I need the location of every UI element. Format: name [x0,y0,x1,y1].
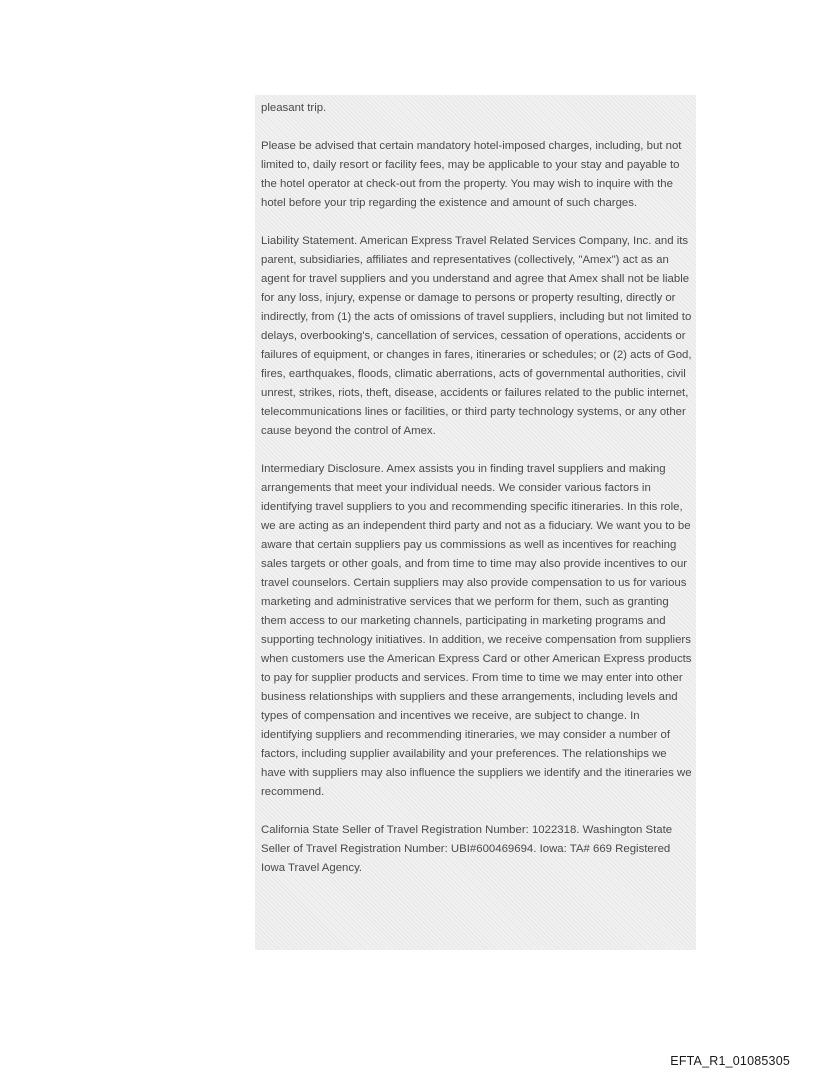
paragraph-intermediary-disclosure: Intermediary Disclosure. Amex assists you in finding travel suppliers and making arrangements that meet your individual needs. We consider various factors in identifying travel suppliers to you and recommending specific itineraries. In this role, we are acting as an independent third party and not as a fiduciary. We want you to be aware that certain suppliers pay us commissions as well as incentives for reaching sales targets or other goals, and from time to time may also provide incentives to our travel counselors. Certain suppliers may also provide compensation to us for various marketing and administrative services that we perform for them, such as granting them access to our marketing channels, participating in marketing programs and supporting technology initiatives. In addition, we receive compensation from suppliers when customers use the American Express Card or other American Express products to pay for supplier products and services. From time to time we may enter into other business relationships with suppliers and these arrangements, including levels and types of compensation and incentives we receive, are subject to change. In identifying suppliers and recommending itineraries, we may consider a number of factors, including supplier availability and your preferences. The relationships we have with suppliers may also influence the suppliers we identify and the itineraries we recommend. [261,463,692,798]
bates-number: EFTA_R1_01085305 [670,1054,790,1068]
paragraph-liability-statement: Liability Statement. American Express Travel Related Services Company, Inc. and its parent, subsidiaries, affiliates and representatives (collectively, "Amex") act as an agent for travel suppliers and you understand and agree that Amex shall not be liable for any loss, injury, expense or damage to persons or property resulting, directly or indirectly, from (1) the acts of omissions of travel suppliers, including but not limited to delays, overbooking's, cancellation of services, cessation of operations, accidents or failures of equipment, or changes in fares, itineraries or schedules; or (2) acts of God, fires, earthquakes, floods, climatic aberrations, acts of governmental authorities, civil unrest, strikes, riots, theft, disease, accidents or failures related to the public internet, telecommunications lines or facilities, or third party technology systems, or any other cause beyond the control of Amex. [261,235,692,437]
paragraph-hotel-charges: Please be advised that certain mandatory hotel-imposed charges, including, but not limited to, daily resort or facility fees, may be applicable to your stay and payable to the hotel operator at check-out from the property. You may wish to inquire with the hotel before your trip regarding the existence and amount of such charges. [261,140,682,209]
document-text-block [255,95,696,950]
paragraph-pleasant-trip: pleasant trip. [261,102,327,114]
paragraph-registration-numbers: California State Seller of Travel Registration Number: 1022318. Washington State Seller of Travel Registration Number: UBI#600469694. Iowa: TA# 669 Registered Iowa Travel Agency. [261,824,673,874]
